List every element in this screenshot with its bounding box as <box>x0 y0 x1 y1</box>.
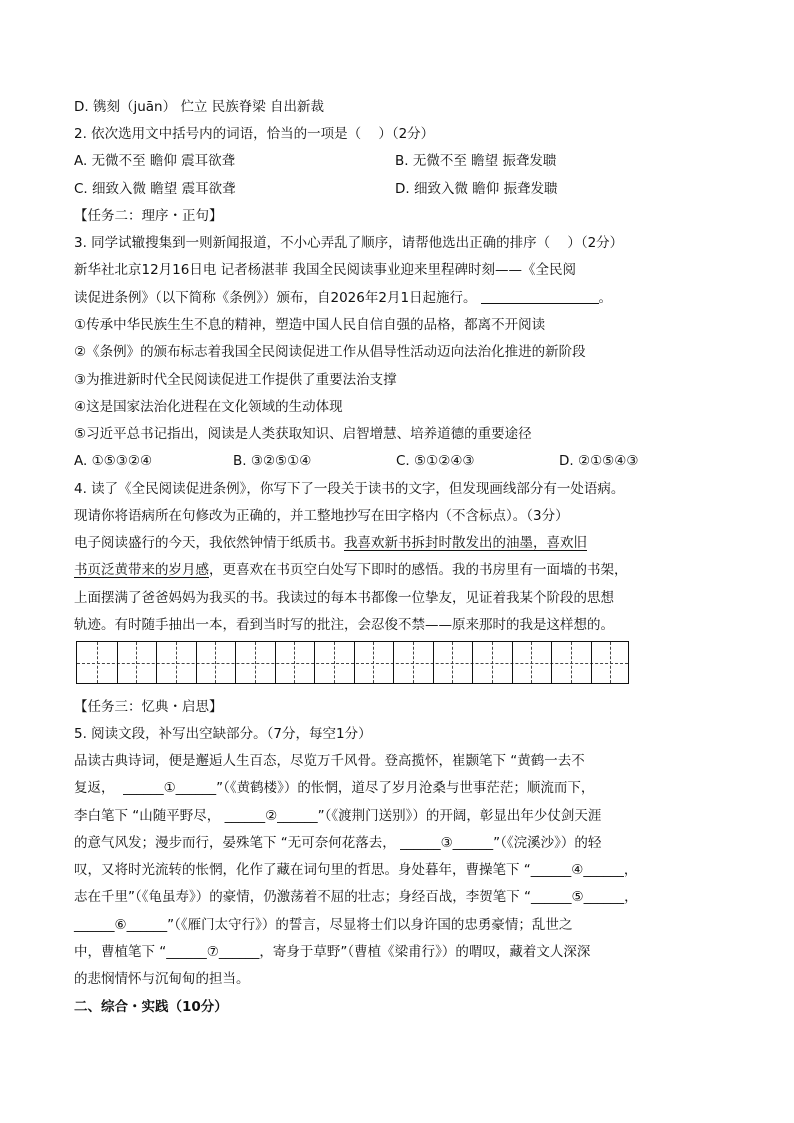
q5-passage-line-1: 品读古典诗词，便是邂逅人生百态，尽览万千风骨。登高揽怀，崔颢笔下 “黄鹤一去不 <box>74 753 585 769</box>
q4-stem: 4. 读了《全民阅读促进条例》，你写下了一段关于读书的文字，但发现画线部分有一处语病。 <box>74 481 625 497</box>
q3-option-c: C. ⑤①②④③ <box>396 453 475 469</box>
grid-cell-midline <box>452 642 453 683</box>
q4-passage-line-1: 电子阅读盛行的今天，我依然钟情于纸质书。我喜欢新书拆封时散发出的油墨，喜欢旧 <box>74 535 587 551</box>
grid-cell-midline <box>176 642 177 683</box>
q5-passage-line-8: 中，曹植笔下 “______⑦______，寄身于草野”（曹植《梁甫行》）的喟叹，藏着文人深深 <box>74 944 591 960</box>
q5-passage-line-6: 志在千里”（《龟虽寿》）的豪情，仍激荡着不屈的壮志；身经百战，李贺笔下 “______⑤______， <box>74 889 638 905</box>
q3-sentence-4: ④这是国家法治化进程在文化领域的生动体现 <box>74 399 343 415</box>
grid-cell-midline <box>571 642 572 683</box>
q3-sentence-2: ②《条例》的颁布标志着我国全民阅读促进工作从倡导性活动迈向法治化推进的新阶段 <box>74 344 586 360</box>
q2-option-d: D. 细致入微 瞻仰 振聋发聩 <box>395 181 558 197</box>
tianzige-writing-grid[interactable] <box>76 641 629 684</box>
q3-stem: 3. 同学试辙搜集到一则新闻报道，不小心弄乱了顺序，请帮他选出正确的排序（ ）（2分） <box>74 235 624 251</box>
grid-cell-border <box>433 642 434 683</box>
grid-midline <box>77 663 628 664</box>
q2-stem: 2. 依次选用文中括号内的词语，恰当的一项是（ ）（2分） <box>74 126 435 142</box>
grid-cell-border <box>314 642 315 683</box>
grid-cell-midline <box>413 642 414 683</box>
grid-cell-border <box>156 642 157 683</box>
q5-passage-line-9: 的悲悯情怀与沉甸甸的担当。 <box>74 971 250 987</box>
grid-cell-border <box>393 642 394 683</box>
q1-option-d: D. 镌刻（juān） 伫立 民族脊梁 自出新裁 <box>74 99 324 115</box>
grid-cell-border <box>117 642 118 683</box>
task2-heading: 【任务二：理序・正句】 <box>74 208 223 224</box>
grid-cell-border <box>551 642 552 683</box>
grid-cell-midline <box>492 642 493 683</box>
q3-sentence-5: ⑤习近平总书记指出，阅读是人类获取知识、启智增慧、培养道德的重要途径 <box>74 426 532 442</box>
grid-cell-midline <box>334 642 335 683</box>
q5-passage-line-4: 的意气风发；漫步而行，晏殊笔下 “无可奈何花落去， ______③______”（《浣溪沙》）的轻 <box>74 835 602 851</box>
q3-option-a: A. ①⑤③②④ <box>74 453 153 469</box>
q5-stem: 5. 阅读文段，补写出空缺部分。（7分，每空1分） <box>74 726 372 742</box>
q3-option-d: D. ②①⑤④③ <box>559 453 639 469</box>
grid-cell-border <box>196 642 197 683</box>
grid-cell-border <box>354 642 355 683</box>
grid-cell-midline <box>531 642 532 683</box>
underlined-text: 我喜欢新书拆封时散发出的油墨，喜欢旧 <box>344 535 587 551</box>
grid-cell-border <box>472 642 473 683</box>
grid-cell-midline <box>610 642 611 683</box>
grid-cell-midline <box>97 642 98 683</box>
q5-passage-line-7: ______⑥______”（《雁门太守行》）的誓言，尽显将士们以身许国的忠勇豪情；乱世之 <box>74 917 573 933</box>
q3-news-line-1: 新华社北京12月16日电 记者杨湛菲 我国全民阅读事业迎来里程碑时刻——《全民阅 <box>74 262 576 278</box>
grid-cell-midline <box>136 642 137 683</box>
answer-blank[interactable] <box>481 289 599 304</box>
q4-instruction: 现请你将语病所在句修改为正确的，并工整地抄写在田字格内（不含标点）。（3分） <box>74 508 569 524</box>
grid-cell-border <box>235 642 236 683</box>
grid-cell-midline <box>255 642 256 683</box>
grid-cell-midline <box>215 642 216 683</box>
q5-passage-line-2: 复返， ______①______”（《黄鹤楼》）的怅惘，道尽了岁月沧桑与世事茫茫；顺流而下， <box>74 780 595 796</box>
grid-cell-midline <box>294 642 295 683</box>
q4-passage-line-4: 轨迹。有时随手抽出一本，看到当时写的批注，会忍俊不禁——原来那时的我是这样想的。 <box>74 617 614 633</box>
q5-passage-line-5: 叹，又将时光流转的怅惘，化作了藏在词句里的哲思。身处暮年，曹操笔下 “______④______， <box>74 862 638 878</box>
q2-option-c: C. 细致入微 瞻望 震耳欲聋 <box>74 181 236 197</box>
grid-cell-border <box>275 642 276 683</box>
q3-option-b: B. ③②⑤①④ <box>233 453 312 469</box>
grid-cell-border <box>591 642 592 683</box>
q5-passage-line-3: 李白笔下 “山随平野尽， ______②______”（《渡荆门送别》）的开阔，彰显出年少仗剑天涯 <box>74 808 602 824</box>
q4-passage-line-3: 上面摆满了爸爸妈妈为我买的书。我读过的每本书都像一位挚友，见证着我某个阶段的思想 <box>74 590 614 606</box>
grid-cell-border <box>512 642 513 683</box>
task3-heading: 【任务三：忆典・启思】 <box>74 699 223 715</box>
grid-cell-midline <box>373 642 374 683</box>
section-2-heading: 二、综合・实践（10分） <box>74 999 228 1015</box>
underlined-text: 书页泛黄带来的岁月感 <box>74 562 209 578</box>
q4-passage-line-2: 书页泛黄带来的岁月感，更喜欢在书页空白处写下即时的感悟。我的书房里有一面墙的书架， <box>74 562 628 578</box>
q2-option-b: B. 无微不至 瞻望 振聋发聩 <box>395 153 557 169</box>
q3-sentence-1: ①传承中华民族生生不息的精神，塑造中国人民自信自强的品格，都离不开阅读 <box>74 317 546 333</box>
q2-option-a: A. 无微不至 瞻仰 震耳欲聋 <box>74 153 236 169</box>
q3-sentence-3: ③为推进新时代全民阅读促进工作提供了重要法治支撑 <box>74 372 397 388</box>
q3-news-line-2: 读促进条例》（以下简称《条例》）颁布，自2026年2月1日起施行。 。 <box>74 290 613 306</box>
